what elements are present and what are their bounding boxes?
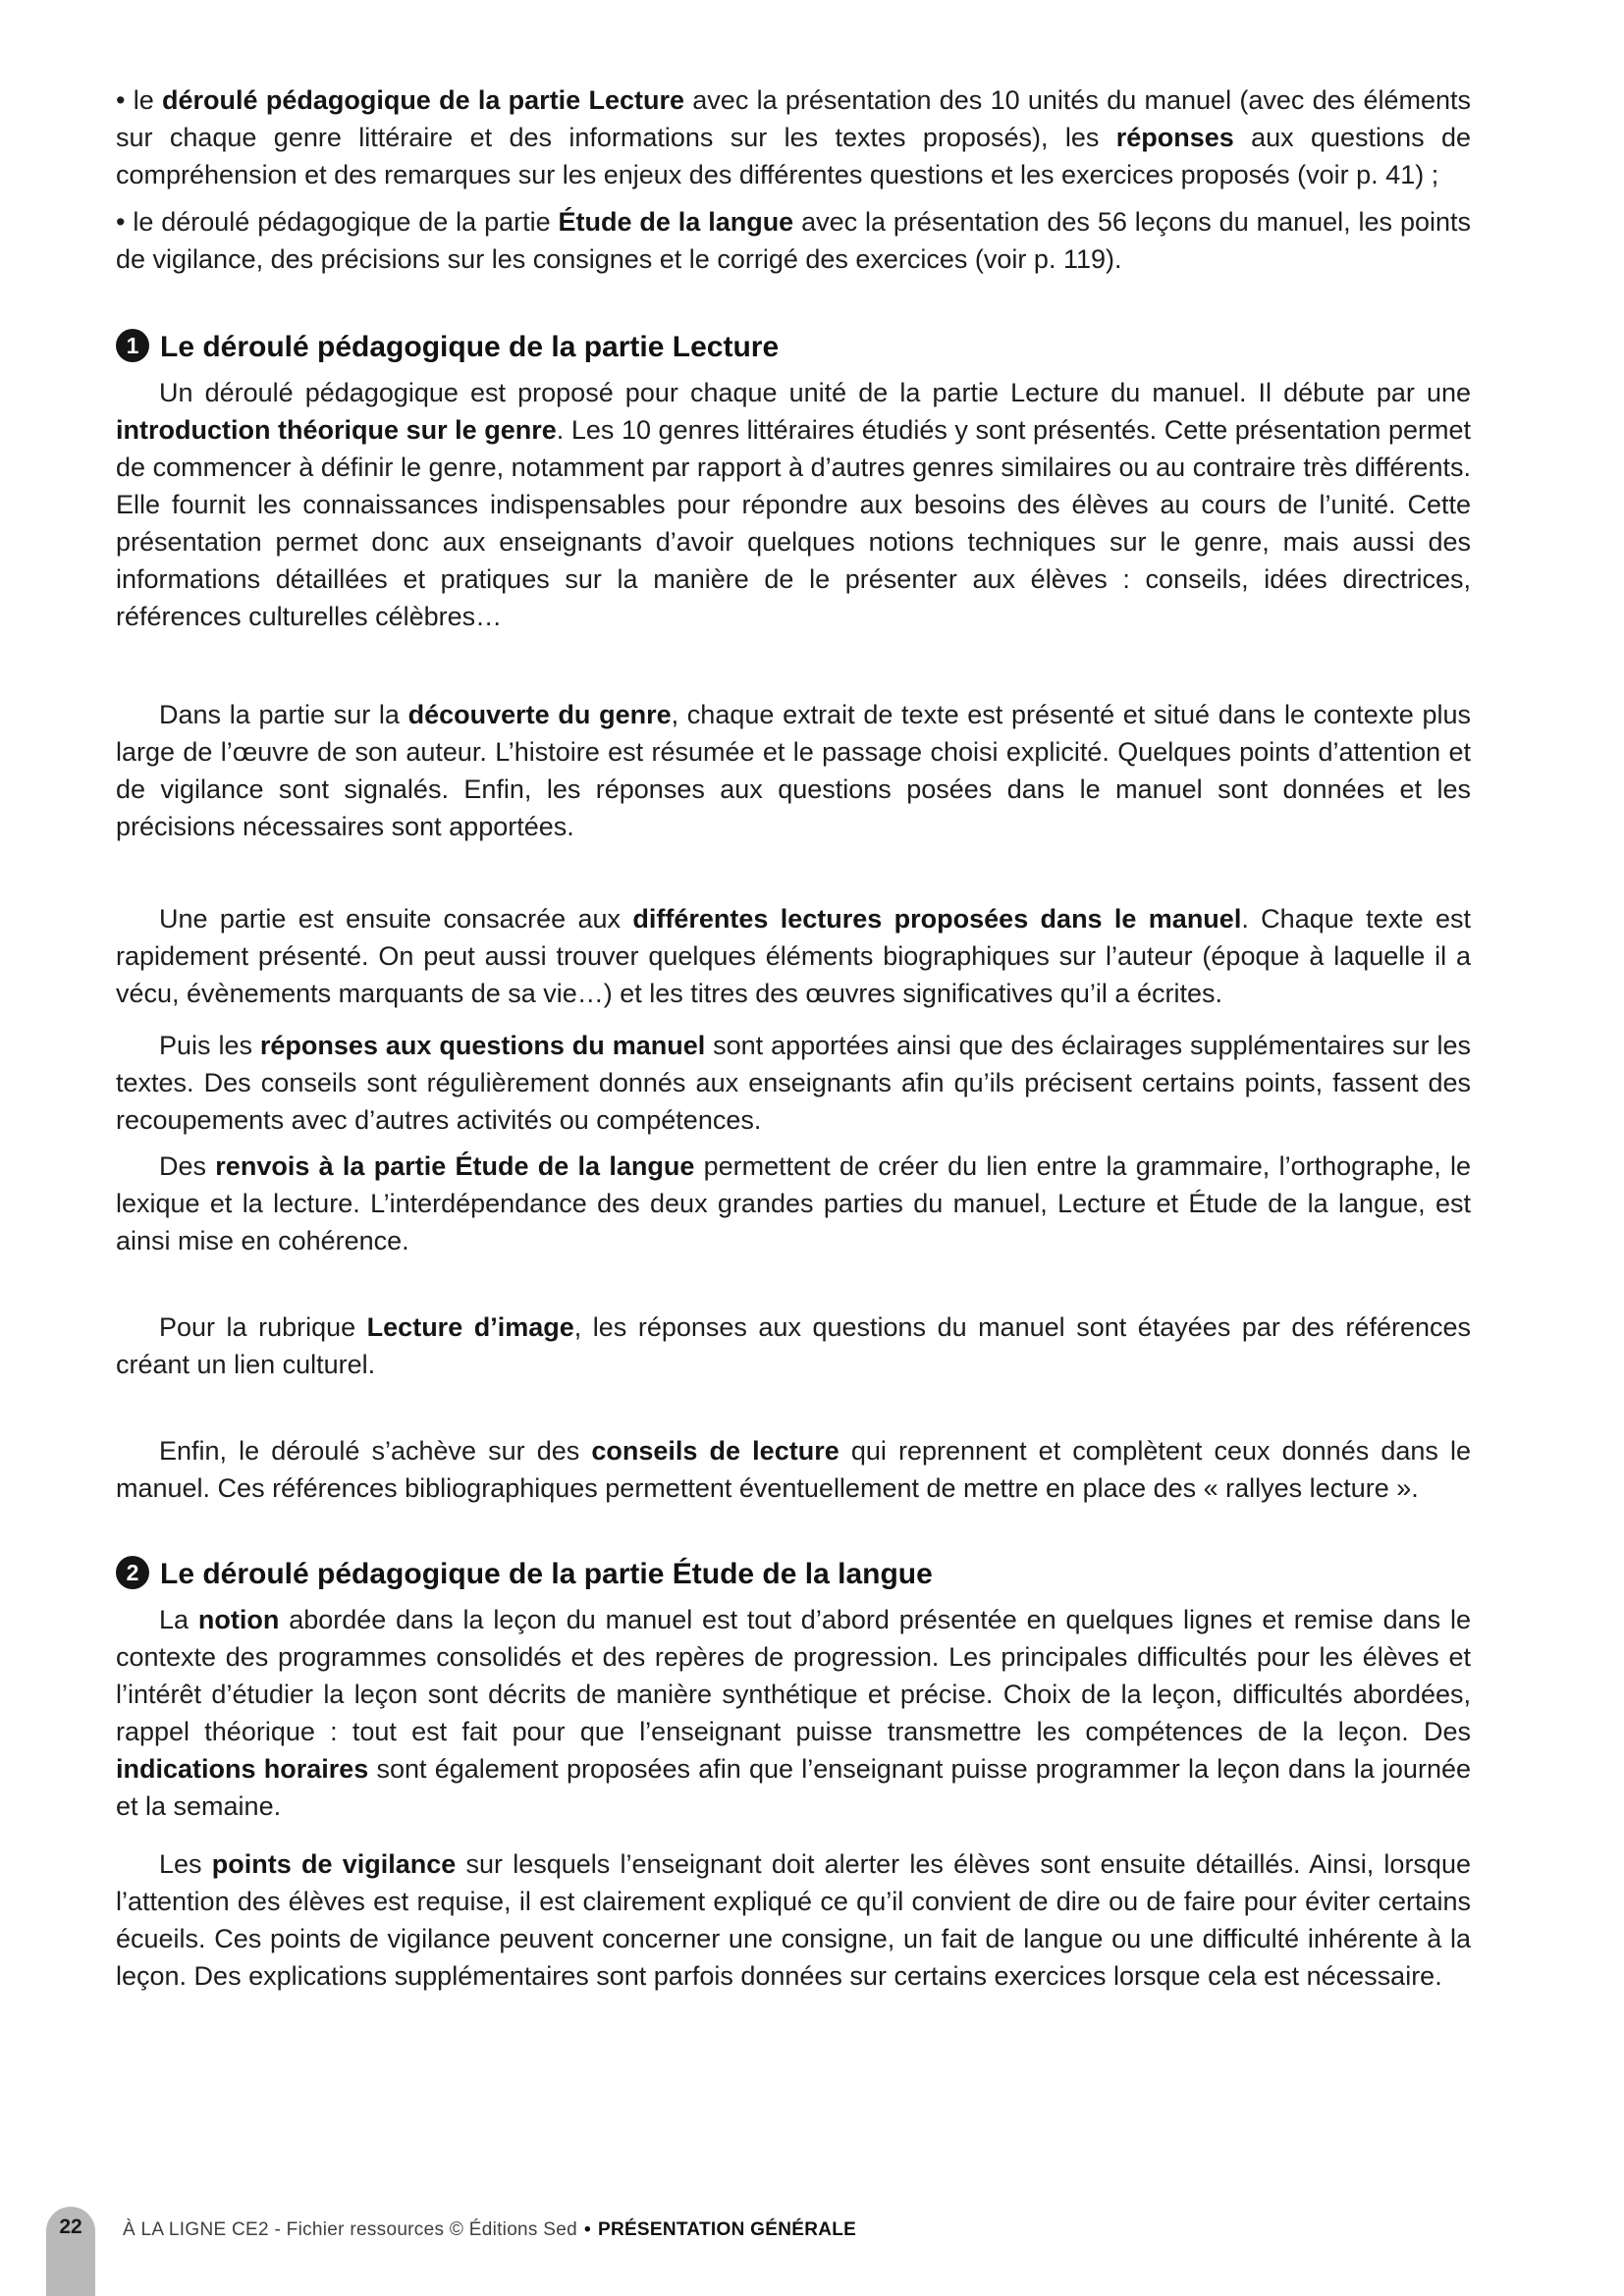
- section-number-badge: 1: [116, 329, 149, 362]
- intro-bullet-2: • le déroulé pédagogique de la partie Étude de la langue avec la présentation des 56 leçons du manuel, les points de vigilance, des précisions sur les consignes et le corrigé des exercices (voir p. 119).: [116, 207, 1471, 274]
- page-number: 22: [59, 2216, 82, 2238]
- paragraph: Pour la rubrique Lecture d’image, les réponses aux questions du manuel sont étayées par des références créant un lien culturel.: [116, 1312, 1471, 1379]
- paragraph: Enfin, le déroulé s’achève sur des conseils de lecture qui reprennent et complètent ceux donnés dans le manuel. Ces références bibliographiques permettent éventuellement de mettre en place des « rallyes lecture ».: [116, 1436, 1471, 1503]
- footer-section-label: PRÉSENTATION GÉNÉRALE: [597, 2219, 857, 2240]
- paragraph: Des renvois à la partie Étude de la langue permettent de créer du lien entre la grammaire, l’orthographe, le lexique et la lecture. L’interdépendance des deux grandes parties du manuel, Lecture et Étude de la langue, est ainsi mise en cohérence.: [116, 1151, 1471, 1255]
- paragraph: Puis les réponses aux questions du manuel sont apportées ainsi que des éclairages supplémentaires sur les textes. Des conseils sont régulièrement donnés aux enseignants afin qu’ils précisent certains points, fassent des recoupements avec d’autres activités ou compétences.: [116, 1031, 1471, 1135]
- footer-bullet-separator: •: [584, 2219, 591, 2240]
- section-1-heading: [116, 327, 1471, 368]
- paragraph: Les points de vigilance sur lesquels l’enseignant doit alerter les élèves sont ensuite détaillés. Ainsi, lorsque l’attention des élèves est requise, il est clairement expliqué ce qu’il convient de dire ou de faire pour éviter certains écueils. Ces points de vigilance peuvent concerner une consigne, un fait de langue ou une difficulté inhérente à la leçon. Des explications supplémentaires sont parfois données sur certains exercices lorsque cela est nécessaire.: [116, 1849, 1471, 1991]
- section-2-heading: [116, 1554, 1471, 1595]
- paragraph: La notion abordée dans la leçon du manuel est tout d’abord présentée en quelques lignes et remise dans le contexte des programmes consolidés et des repères de progression. Les principales difficultés pour les élèves et l’intérêt d’étudier la leçon sont décrits de manière synthétique et précise. Choix de la leçon, difficultés abordées, rappel théorique : tout est fait pour que l’enseignant puisse transmettre les compétences de la leçon. Des indications horaires sont également proposées afin que l’enseignant puisse programmer la leçon dans la journée et la semaine.: [116, 1605, 1471, 1821]
- intro-bullet-1: • le déroulé pédagogique de la partie Lecture avec la présentation des 10 unités du manuel (avec des éléments sur chaque genre littéraire et des informations sur les textes proposés), les réponses aux questions de compréhension et des remarques sur les enjeux des différentes questions et les exercices proposés (voir p. 41) ;: [116, 85, 1472, 189]
- paragraph: Un déroulé pédagogique est proposé pour chaque unité de la partie Lecture du manuel. Il débute par une introduction théorique sur le genre. Les 10 genres littéraires étudiés y sont présentés. Cette présentation permet de commencer à définir le genre, notamment par rapport à d’autres genres similaires ou au contraire très différents. Elle fournit les connaissances indispensables pour répondre aux besoins des élèves au cours de l’unité. Cette présentation permet donc aux enseignants d’avoir quelques notions techniques sur le genre, mais aussi des informations détaillées et pratiques sur la manière de le présenter aux élèves : conseils, idées directrices, références culturelles célèbres…: [116, 378, 1471, 631]
- paragraph: Une partie est ensuite consacrée aux différentes lectures proposées dans le manuel. Chaque texte est rapidement présenté. On peut aussi trouver quelques éléments biographiques sur l’auteur (époque à laquelle il a vécu, évènements marquants de sa vie…) et les titres des œuvres significatives qu’il a écrites.: [116, 904, 1472, 1008]
- section-title: Le déroulé pédagogique de la partie Étude de la langue: [160, 1558, 933, 1590]
- page-number-tab: [46, 2207, 95, 2296]
- page-content: [116, 81, 1471, 1995]
- footer-book-reference: À LA LIGNE CE2 - Fichier ressources © Éditions Sed: [123, 2219, 578, 2240]
- section-number-badge: 2: [116, 1556, 149, 1589]
- paragraph: Dans la partie sur la découverte du genre, chaque extrait de texte est présenté et situé dans le contexte plus large de l’œuvre de son auteur. L’histoire est résumée et le passage choisi explicité. Quelques points d’attention et de vigilance sont signalés. Enfin, les réponses aux questions posées dans le manuel sont données et les précisions nécessaires sont apportées.: [116, 700, 1472, 841]
- footer: [123, 2217, 856, 2243]
- section-title: Le déroulé pédagogique de la partie Lecture: [160, 331, 780, 363]
